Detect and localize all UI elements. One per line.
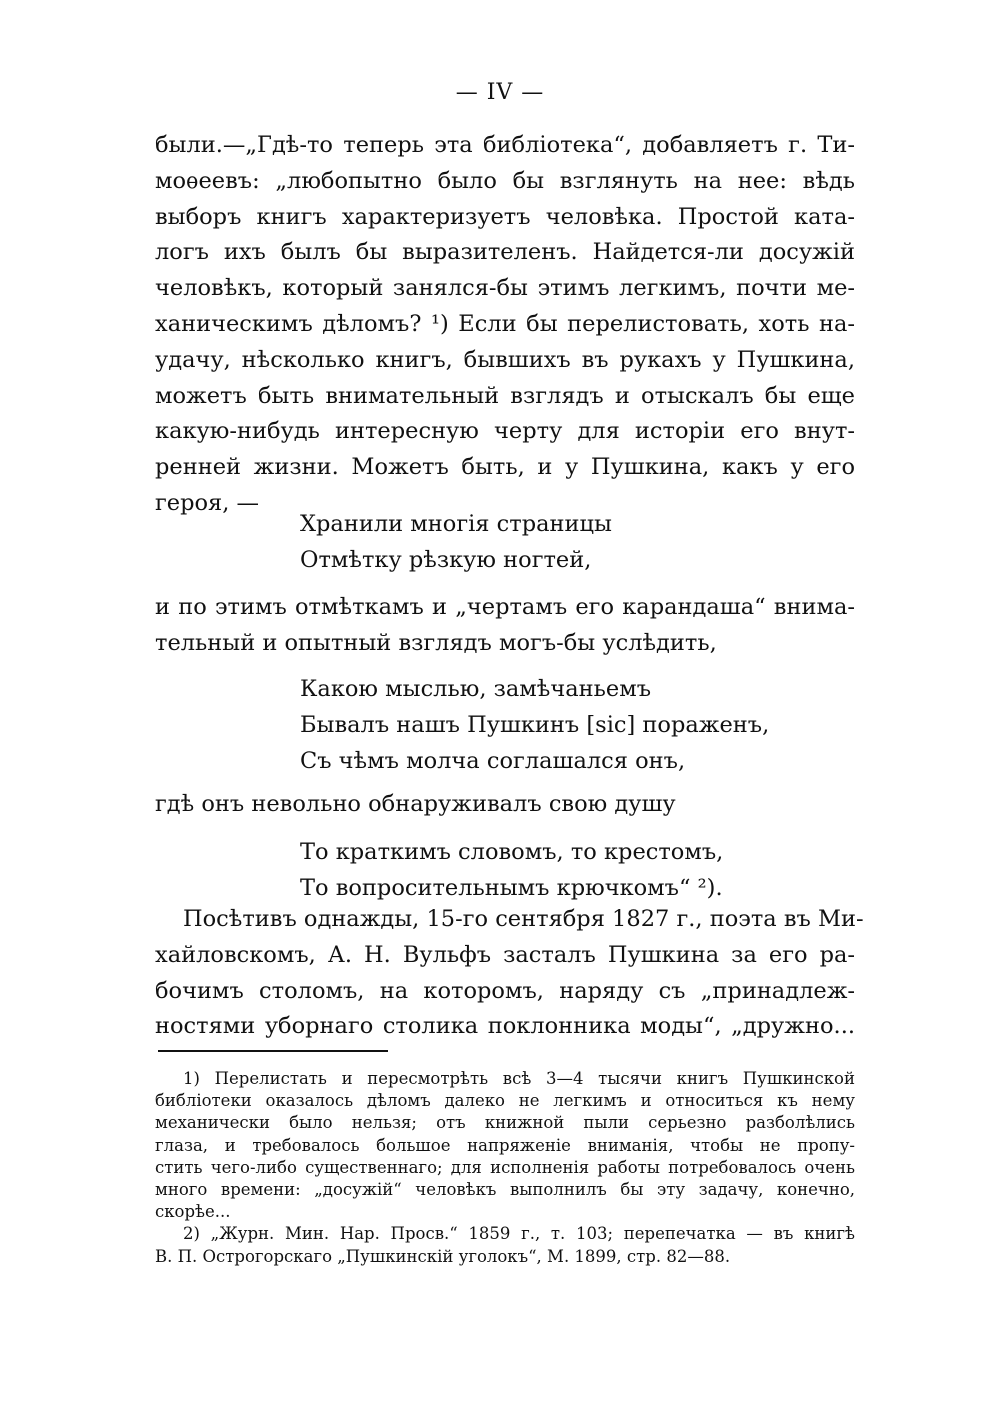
text-line: бочимъ столомъ, на которомъ, наряду съ „принадлеж- bbox=[155, 977, 855, 1004]
text-line: гдѣ онъ невольно обнаруживалъ свою душу bbox=[155, 791, 676, 817]
text-line: были.—„Гдѣ-то теперь эта библіотека“, добавляетъ г. Ти- bbox=[155, 132, 855, 158]
text-line: и по этимъ отмѣткамъ и „чертамъ его карандаша“ внима- bbox=[155, 594, 855, 620]
text-line: героя, — bbox=[155, 489, 260, 516]
text-line: логъ ихъ былъ бы выразителенъ. Найдется-ли досужій bbox=[155, 239, 855, 266]
footnote-line: стить чего-либо существеннаго; для исполненія работы потребовалось очень bbox=[155, 1157, 855, 1177]
verse-line: Отмѣтку рѣзкую ногтей, bbox=[300, 546, 592, 573]
paragraph-1 bbox=[155, 128, 855, 522]
footnote-line: механически было нельзя; отъ книжной пыли серьезно разболѣлись bbox=[155, 1113, 855, 1133]
text-line: какую-нибудь интересную черту для исторіи его внут- bbox=[155, 418, 855, 445]
verse-line: То вопросительнымъ крючкомъ“ ²). bbox=[300, 874, 723, 901]
text-line: Посѣтивъ однажды, 15-го сентября 1827 г., поэта въ Ми- bbox=[183, 906, 864, 932]
footnote-line: 2) „Журн. Мин. Нар. Просв.“ 1859 г., т. 103; перепечатка — въ книгѣ bbox=[183, 1224, 855, 1244]
text-line: выборъ книгъ характеризуетъ человѣка. Простой ката- bbox=[155, 203, 855, 230]
footnote-line: много времени: „досужій“ человѣкъ выполнилъ бы эту задачу, конечно, bbox=[155, 1180, 855, 1200]
footnote-line: В. П. Острогорскаго „Пушкинскій уголокъ“, М. 1899, стр. 82—88. bbox=[155, 1246, 731, 1266]
text-line: удачу, нѣсколько книгъ, бывшихъ въ рукахъ у Пушкина, bbox=[155, 346, 855, 373]
footnotes bbox=[155, 1068, 855, 1268]
text-line: можетъ быть внимательный взглядъ и отыскалъ бы еще bbox=[155, 382, 855, 409]
text-line: ханическимъ дѣломъ? ¹) Если бы перелистовать, хоть на- bbox=[155, 310, 855, 337]
text-line: хайловскомъ, А. Н. Вульфъ засталъ Пушкина за его ра- bbox=[155, 941, 855, 968]
paragraph-2 bbox=[155, 590, 855, 662]
footnote-line: глаза, и требовалось большое напряженіе вниманія, чтобы не пропу- bbox=[155, 1135, 855, 1155]
text-line: моѳеевъ: „любопытно было бы взглянуть на нее: вѣдь bbox=[155, 167, 855, 194]
footnote-line: библіотеки оказалось дѣломъ далеко не легкимъ и относиться къ нему bbox=[155, 1091, 855, 1111]
verse-3 bbox=[300, 835, 860, 907]
verse-line: Хранили многія страницы bbox=[300, 511, 612, 537]
footnote-divider bbox=[158, 1050, 388, 1052]
text-line: ностями уборнаго столика поклонника моды“, „дружно... bbox=[155, 1013, 855, 1040]
footnote-line: 1) Перелистать и пересмотрѣть всѣ 3—4 тысячи книгъ Пушкинской bbox=[183, 1069, 855, 1088]
page-number: — IV — bbox=[455, 80, 545, 105]
verse-line: Съ чѣмъ молча соглашался онъ, bbox=[300, 747, 686, 774]
footnote-line: скорѣе... bbox=[155, 1202, 231, 1222]
text-line: тельный и опытный взглядъ могъ-бы услѣдить, bbox=[155, 629, 717, 656]
verse-line: Какою мыслью, замѣчаньемъ bbox=[300, 676, 652, 702]
verse-line: То краткимъ словомъ, то крестомъ, bbox=[300, 839, 724, 865]
footnote-2 bbox=[155, 1223, 855, 1267]
verse-line: Бывалъ нашъ Пушкинъ [sic] пораженъ, bbox=[300, 711, 770, 738]
paragraph-4 bbox=[155, 902, 864, 1045]
text-line: ренней жизни. Можетъ быть, и у Пушкина, какъ у его bbox=[155, 454, 855, 481]
text-line: человѣкъ, который занялся-бы этимъ легкимъ, почти ме- bbox=[155, 275, 855, 302]
verse-2 bbox=[300, 672, 860, 779]
verse-1 bbox=[300, 507, 860, 579]
paragraph-3 bbox=[155, 787, 855, 823]
footnote-1 bbox=[155, 1068, 855, 1223]
